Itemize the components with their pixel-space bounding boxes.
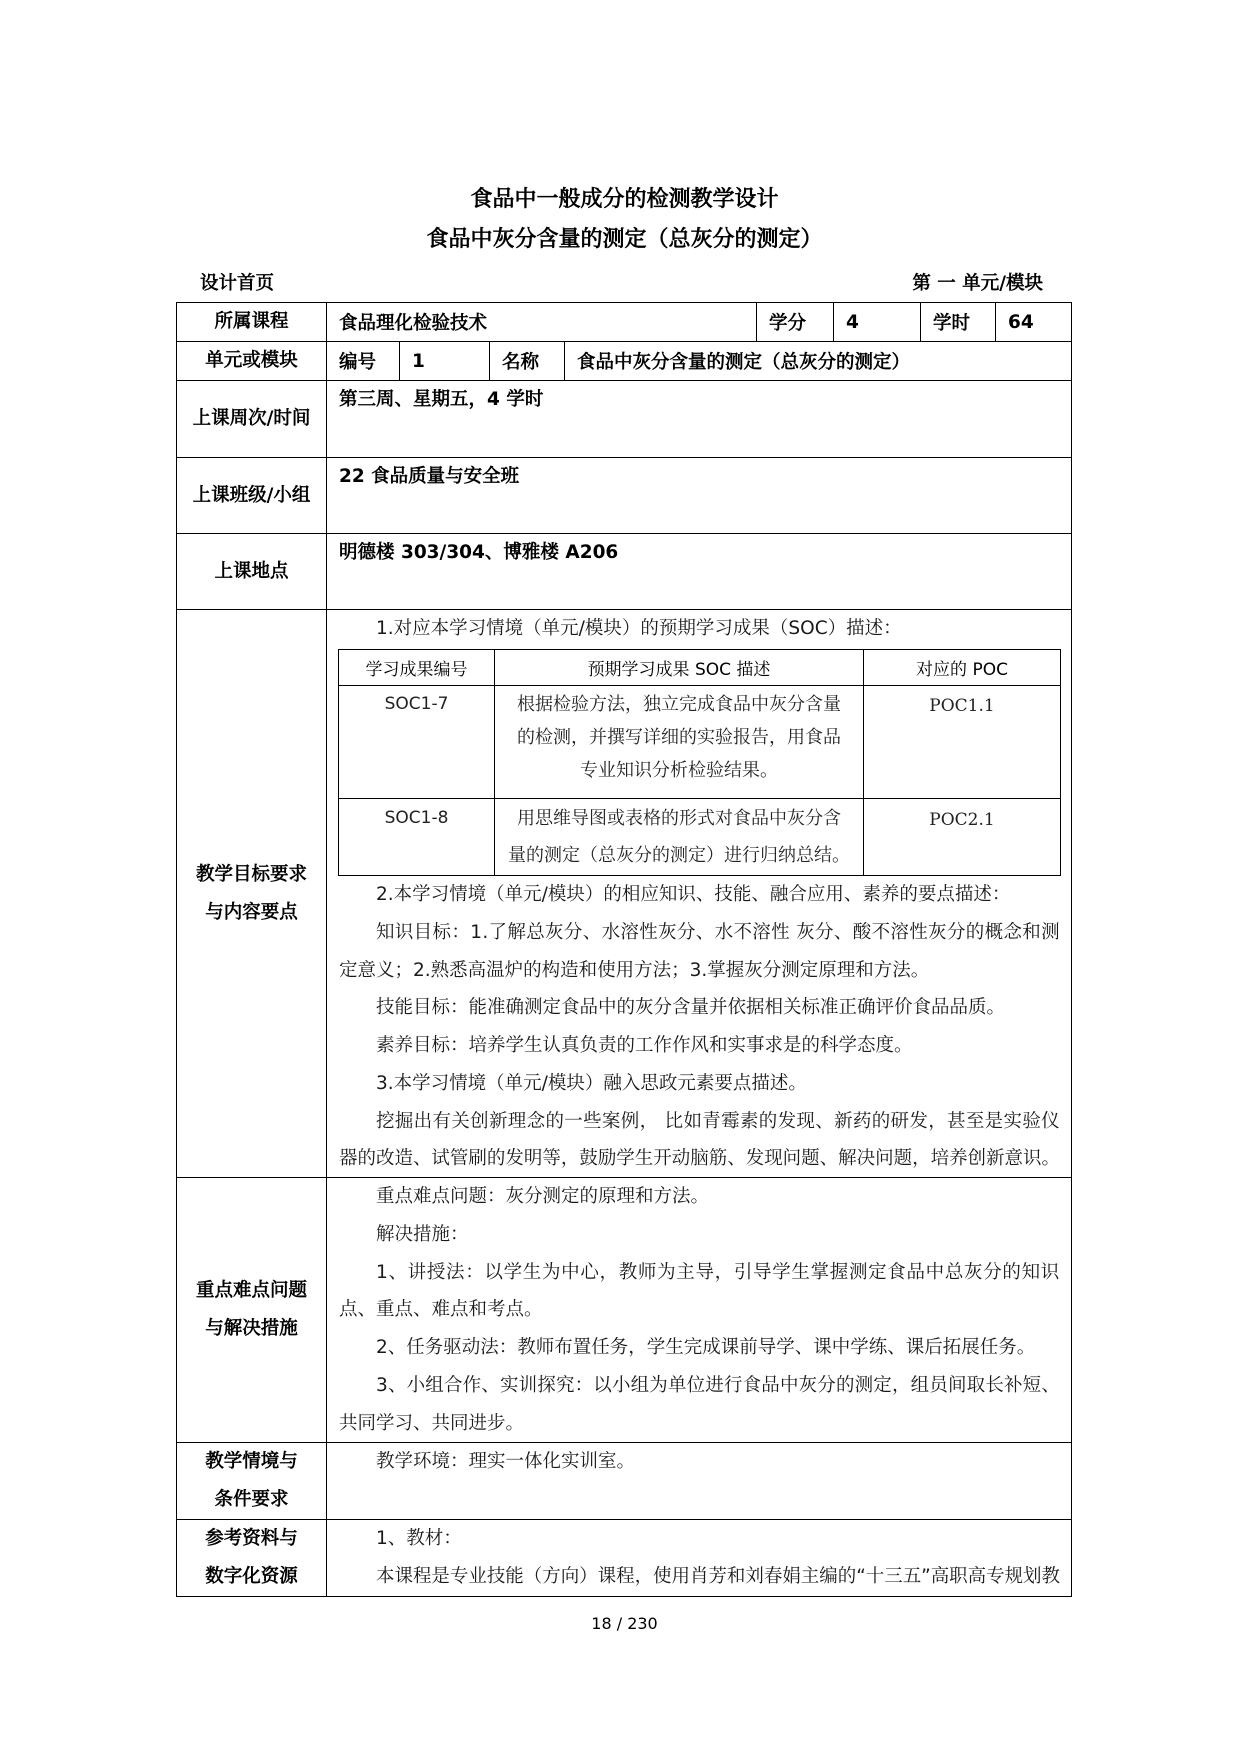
objectives-line: 技能目标：能准确测定食品中的灰分含量并依据相关标准正确评价食品品质。: [376, 997, 1006, 1019]
references-label: [177, 1520, 327, 1597]
location-value: 明德楼 303/304、博雅楼 A206: [327, 534, 1072, 610]
objectives-line: 器的改造、试管刷的发明等，鼓励学生开动脑筋、发现问题、解决问题，培养创新意识。: [339, 1148, 1060, 1170]
key-points-line: 1、讲授法：以学生为中心，教师为主导，引导学生掌握测定食品中总灰分的知识: [376, 1261, 1060, 1283]
teaching-context-label: [177, 1443, 327, 1520]
hours-label: 学时: [921, 303, 996, 342]
soc-header-description: 预期学习成果 SOC 描述: [495, 650, 864, 686]
key-points-line: 重点难点问题：灰分测定的原理和方法。: [376, 1186, 710, 1207]
page-number: 18 / 230: [591, 1614, 658, 1633]
document-subtitle: 食品中灰分含量的测定（总灰分的测定）: [426, 227, 823, 252]
unit-label: 单元或模块: [177, 342, 327, 381]
key-points-line: 点、重点、难点和考点。: [339, 1299, 543, 1321]
objectives-line: 知识目标：1.了解总灰分、水溶性灰分、水不溶性 灰分、酸不溶性灰分的概念和测: [376, 921, 1060, 943]
unit-module-indicator: 第 一 单元/模块: [912, 273, 1043, 294]
references-line: 1、教材：: [376, 1528, 462, 1549]
objectives-line: 素养目标：培养学生认真负责的工作作风和实事求是的科学态度。: [376, 1035, 913, 1056]
class-group-label: 上课班级/小组: [177, 458, 327, 534]
soc-description-line: 专业知识分析检验结果。: [580, 760, 778, 781]
location-label: 上课地点: [177, 534, 327, 610]
teaching-context-label-line: 条件要求: [214, 1489, 289, 1510]
objectives-label-line: 与内容要点: [205, 901, 298, 923]
objectives-label-line: 教学目标要求: [195, 863, 307, 885]
credit-value: 4: [834, 303, 921, 342]
key-points-line: 3、小组合作、实训探究：以小组为单位进行食品中灰分的测定，组员间取长补短、: [376, 1374, 1060, 1396]
unit-number-label: 编号: [327, 342, 400, 381]
document-title: 食品中一般成分的检测教学设计: [470, 187, 779, 212]
key-points-label-line: 重点难点问题: [195, 1280, 307, 1301]
course-label: 所属课程: [177, 303, 327, 342]
key-points-label-line: 与解决措施: [205, 1318, 298, 1339]
unit-name-label: 名称: [490, 342, 565, 381]
soc-intro: 1.对应本学习情境（单元/模块）的预期学习成果（SOC）描述：: [376, 618, 902, 639]
design-table: [176, 302, 1072, 1597]
schedule-label: 上课周次/时间: [177, 381, 327, 458]
soc-row-description: [495, 799, 864, 876]
unit-number-value: 1: [400, 342, 490, 381]
soc-row-id: SOC1-8: [339, 799, 495, 876]
soc-header-id: 学习成果编号: [339, 650, 495, 686]
teaching-context-label-line: 教学情境与: [205, 1451, 298, 1472]
course-value: 食品理化检验技术: [327, 303, 757, 342]
soc-description-line: 根据检验方法，独立完成食品中灰分含量: [517, 694, 841, 715]
soc-row-poc: POC1.1: [864, 686, 1061, 799]
key-points-line: 共同学习、共同进步。: [339, 1412, 525, 1434]
key-points-content: [327, 1178, 1072, 1443]
design-cover-label: 设计首页: [200, 273, 275, 294]
soc-description-line: 的检测，并撰写详细的实验报告，用食品: [517, 727, 841, 748]
credit-label: 学分: [757, 303, 834, 342]
soc-header-poc: 对应的 POC: [864, 650, 1061, 686]
soc-table: [338, 649, 1061, 876]
objectives-content: [327, 610, 1072, 1178]
references-content: [327, 1520, 1072, 1597]
objectives-line: 2.本学习情境（单元/模块）的相应知识、技能、融合应用、素养的要点描述：: [376, 884, 1011, 905]
references-label-line: 参考资料与: [205, 1528, 298, 1549]
soc-description-line: 量的测定（总灰分的测定）进行归纳总结。: [508, 845, 850, 866]
unit-name-value: 食品中灰分含量的测定（总灰分的测定）: [565, 342, 1072, 381]
soc-row-poc: POC2.1: [864, 799, 1061, 876]
objectives-label: [177, 610, 327, 1178]
soc-row-description: [495, 686, 864, 799]
objectives-line: 3.本学习情境（单元/模块）融入思政元素要点描述。: [376, 1072, 807, 1094]
objectives-line: 挖掘出有关创新理念的一些案例， 比如青霉素的发现、新药的研发，甚至是实验仪: [376, 1110, 1060, 1132]
teaching-context-content: [327, 1443, 1072, 1520]
schedule-value: 第三周、星期五，4 学时: [327, 381, 1072, 458]
references-label-line: 数字化资源: [205, 1566, 298, 1587]
hours-value: 64: [996, 303, 1072, 342]
teaching-context-line: 教学环境：理实一体化实训室。: [376, 1451, 636, 1472]
key-points-line: 解决措施：: [376, 1223, 469, 1245]
soc-row-id: SOC1-7: [339, 686, 495, 799]
key-points-label: [177, 1178, 327, 1443]
key-points-line: 2、任务驱动法：教师布置任务，学生完成课前导学、课中学练、课后拓展任务。: [376, 1337, 1036, 1358]
references-line: 本课程是专业技能（方向）课程，使用肖芳和刘春娟主编的“十三五”高职高专规划教: [376, 1565, 1060, 1587]
soc-description-line: 用思维导图或表格的形式对食品中灰分含: [517, 808, 841, 829]
class-group-value: 22 食品质量与安全班: [327, 458, 1072, 534]
objectives-line: 定意义；2.熟悉高温炉的构造和使用方法；3.掌握灰分测定原理和方法。: [339, 959, 930, 981]
